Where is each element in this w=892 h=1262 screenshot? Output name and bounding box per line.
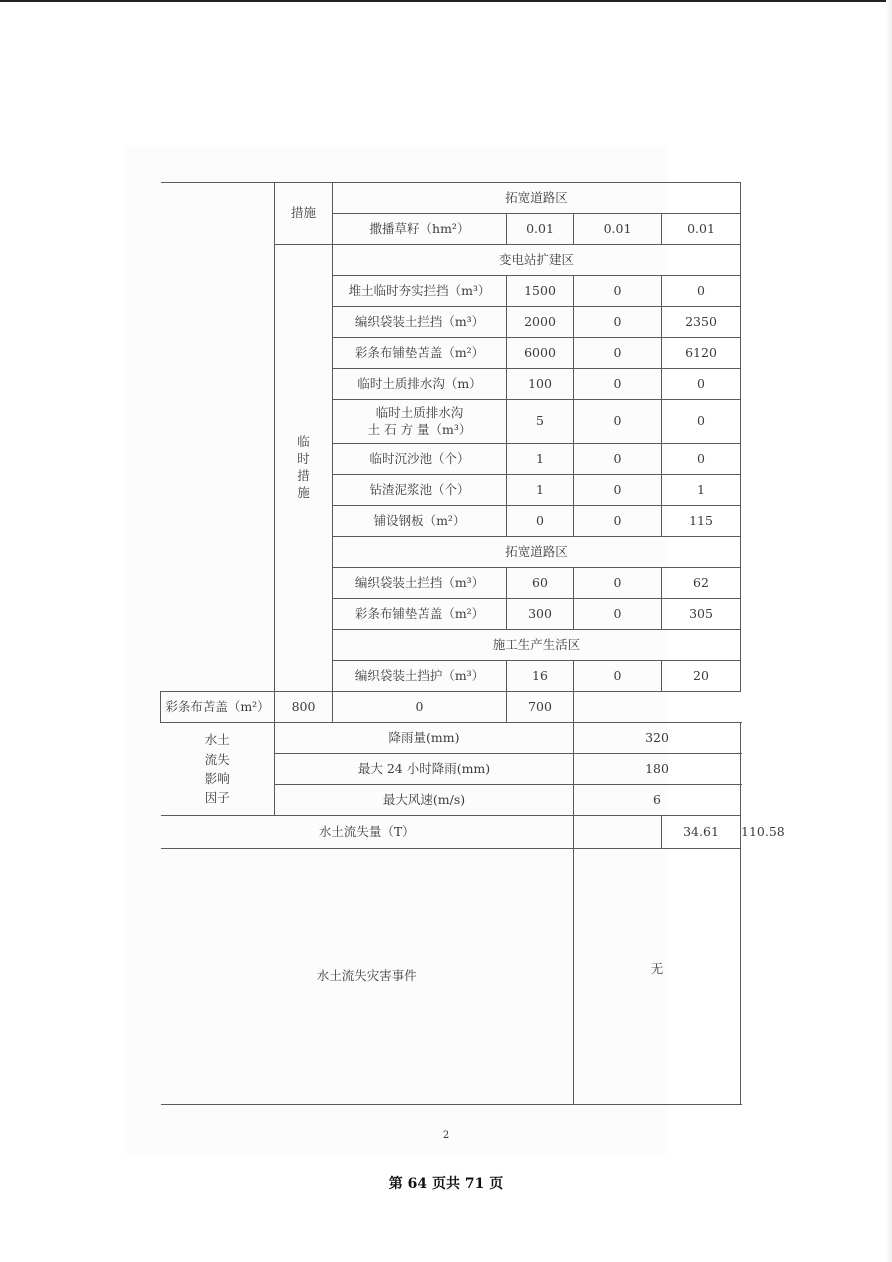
- row-value-b: 0: [574, 475, 662, 506]
- row-name: 临时沉沙池（个）: [333, 444, 507, 475]
- row-value-b: 0.01: [574, 214, 662, 245]
- row-value-b: 0: [574, 661, 662, 692]
- row-value-a: 1500: [507, 276, 574, 307]
- row-name: 彩条布铺垫苫盖（m²）: [333, 599, 507, 630]
- row-name: 临时土质排水沟 土 石 方 量（m³）: [333, 400, 507, 444]
- row-value-b: 0: [574, 338, 662, 369]
- row-value-c: 62: [662, 568, 741, 599]
- factor-value: 320: [574, 723, 741, 754]
- page-edge-shadow: [886, 0, 892, 1262]
- row-value-c: 1: [662, 475, 741, 506]
- row-value-b: 0: [333, 692, 507, 723]
- row-value-c: 700: [507, 692, 574, 723]
- row-value-b: 0: [574, 369, 662, 400]
- row-value-b: 0: [574, 307, 662, 338]
- page-footer: 第 64 页共 71 页: [388, 1176, 504, 1192]
- row-value-c: 0: [662, 400, 741, 444]
- loss-label: 水土流失量（T）: [161, 816, 574, 849]
- row-value-c: 115: [662, 506, 741, 537]
- row-value-a: 6000: [507, 338, 574, 369]
- row-name: 彩条布铺垫苫盖（m²）: [333, 338, 507, 369]
- row-name: 撒播草籽（hm²）: [333, 214, 507, 245]
- row-name: 编织袋装土拦挡（m³）: [333, 568, 507, 599]
- row-value-c: 20: [662, 661, 741, 692]
- row-value-c: 0: [662, 369, 741, 400]
- soil-erosion-table: 措施 拓宽道路区 撒播草籽（hm²） 0.01 0.01 0.01 临时措施 变电站扩建区 堆土临时夯实拦挡（m³） 1500 0 0 编织袋装土拦挡（m³） 2000 0 2350 彩条布铺垫苫盖（m²） 6000 0 6120 临时土质排水沟（m） 100 0 0 临时土质排水沟 土 石 方 量（m³） 5 0 0 临时沉沙池（个） 1 0 0 钻渣泥浆池（个） 1 0 1 铺设钢板（m²） 0 0 115 拓宽道路区 编织袋装土拦挡（m³） 60 0 62 彩条布铺垫苫盖（m²） 300 0 305 施工生产生活区 编织袋装土挡护（m³） 16 0 20 彩条布苫盖（m²） 800 0 700 水土流失影响因子 降雨量(mm) 320 最大 24 小时降雨(mm) 180 最大风速(m/s) 6 水土流失量（T） 34.61 110.58 水土流失灾害事件 无: [160, 182, 741, 1105]
- zone-header-widen-road-top: 拓宽道路区: [333, 183, 741, 214]
- row-value-a: 1: [507, 475, 574, 506]
- scan-page-number: 2: [442, 1130, 450, 1141]
- factor-value: 6: [574, 785, 741, 816]
- disaster-label: 水土流失灾害事件: [161, 849, 574, 1105]
- loss-value-b: 34.61: [662, 816, 741, 849]
- row-value-a: 16: [507, 661, 574, 692]
- row-value-b: 0: [574, 568, 662, 599]
- row-value-c: 0: [662, 276, 741, 307]
- row-value-b: 0: [574, 599, 662, 630]
- factor-name: 最大风速(m/s): [275, 785, 574, 816]
- row-name: 钻渣泥浆池（个）: [333, 475, 507, 506]
- factor-value: 180: [574, 754, 741, 785]
- row-name: 临时土质排水沟（m）: [333, 369, 507, 400]
- row-value-a: 5: [507, 400, 574, 444]
- factor-name: 降雨量(mm): [275, 723, 574, 754]
- row-value-b: 0: [574, 506, 662, 537]
- row-value-a: 100: [507, 369, 574, 400]
- row-value-c: 0: [662, 444, 741, 475]
- row-value-b: 0: [574, 276, 662, 307]
- row-name: 编织袋装土拦挡（m³）: [333, 307, 507, 338]
- factors-label: 水土流失影响因子: [161, 723, 275, 816]
- disaster-value: 无: [574, 849, 741, 1105]
- row-value-c: 305: [662, 599, 741, 630]
- row-value-c: 6120: [662, 338, 741, 369]
- top-border-line: [0, 0, 892, 2]
- row-name: 彩条布苫盖（m²）: [161, 692, 275, 723]
- row-value-a: 300: [507, 599, 574, 630]
- row-name: 铺设钢板（m²）: [333, 506, 507, 537]
- measure-label: 措施: [275, 183, 333, 245]
- zone-header-widen-road: 拓宽道路区: [333, 537, 741, 568]
- blank-category-cell: [161, 183, 275, 692]
- loss-value-a: [574, 816, 662, 849]
- zone-header-construction: 施工生产生活区: [333, 630, 741, 661]
- row-value-a: 0.01: [507, 214, 574, 245]
- row-value-b: 0: [574, 400, 662, 444]
- row-value-a: 800: [275, 692, 333, 723]
- row-value-c: 0.01: [662, 214, 741, 245]
- row-value-a: 60: [507, 568, 574, 599]
- row-value-a: 1: [507, 444, 574, 475]
- row-value-b: 0: [574, 444, 662, 475]
- row-value-a: 2000: [507, 307, 574, 338]
- row-name: 编织袋装土挡护（m³）: [333, 661, 507, 692]
- row-name: 堆土临时夯实拦挡（m³）: [333, 276, 507, 307]
- zone-header-substation: 变电站扩建区: [333, 245, 741, 276]
- row-value-c: 2350: [662, 307, 741, 338]
- temp-measure-label: 临时措施: [275, 245, 333, 692]
- factor-name: 最大 24 小时降雨(mm): [275, 754, 574, 785]
- row-value-a: 0: [507, 506, 574, 537]
